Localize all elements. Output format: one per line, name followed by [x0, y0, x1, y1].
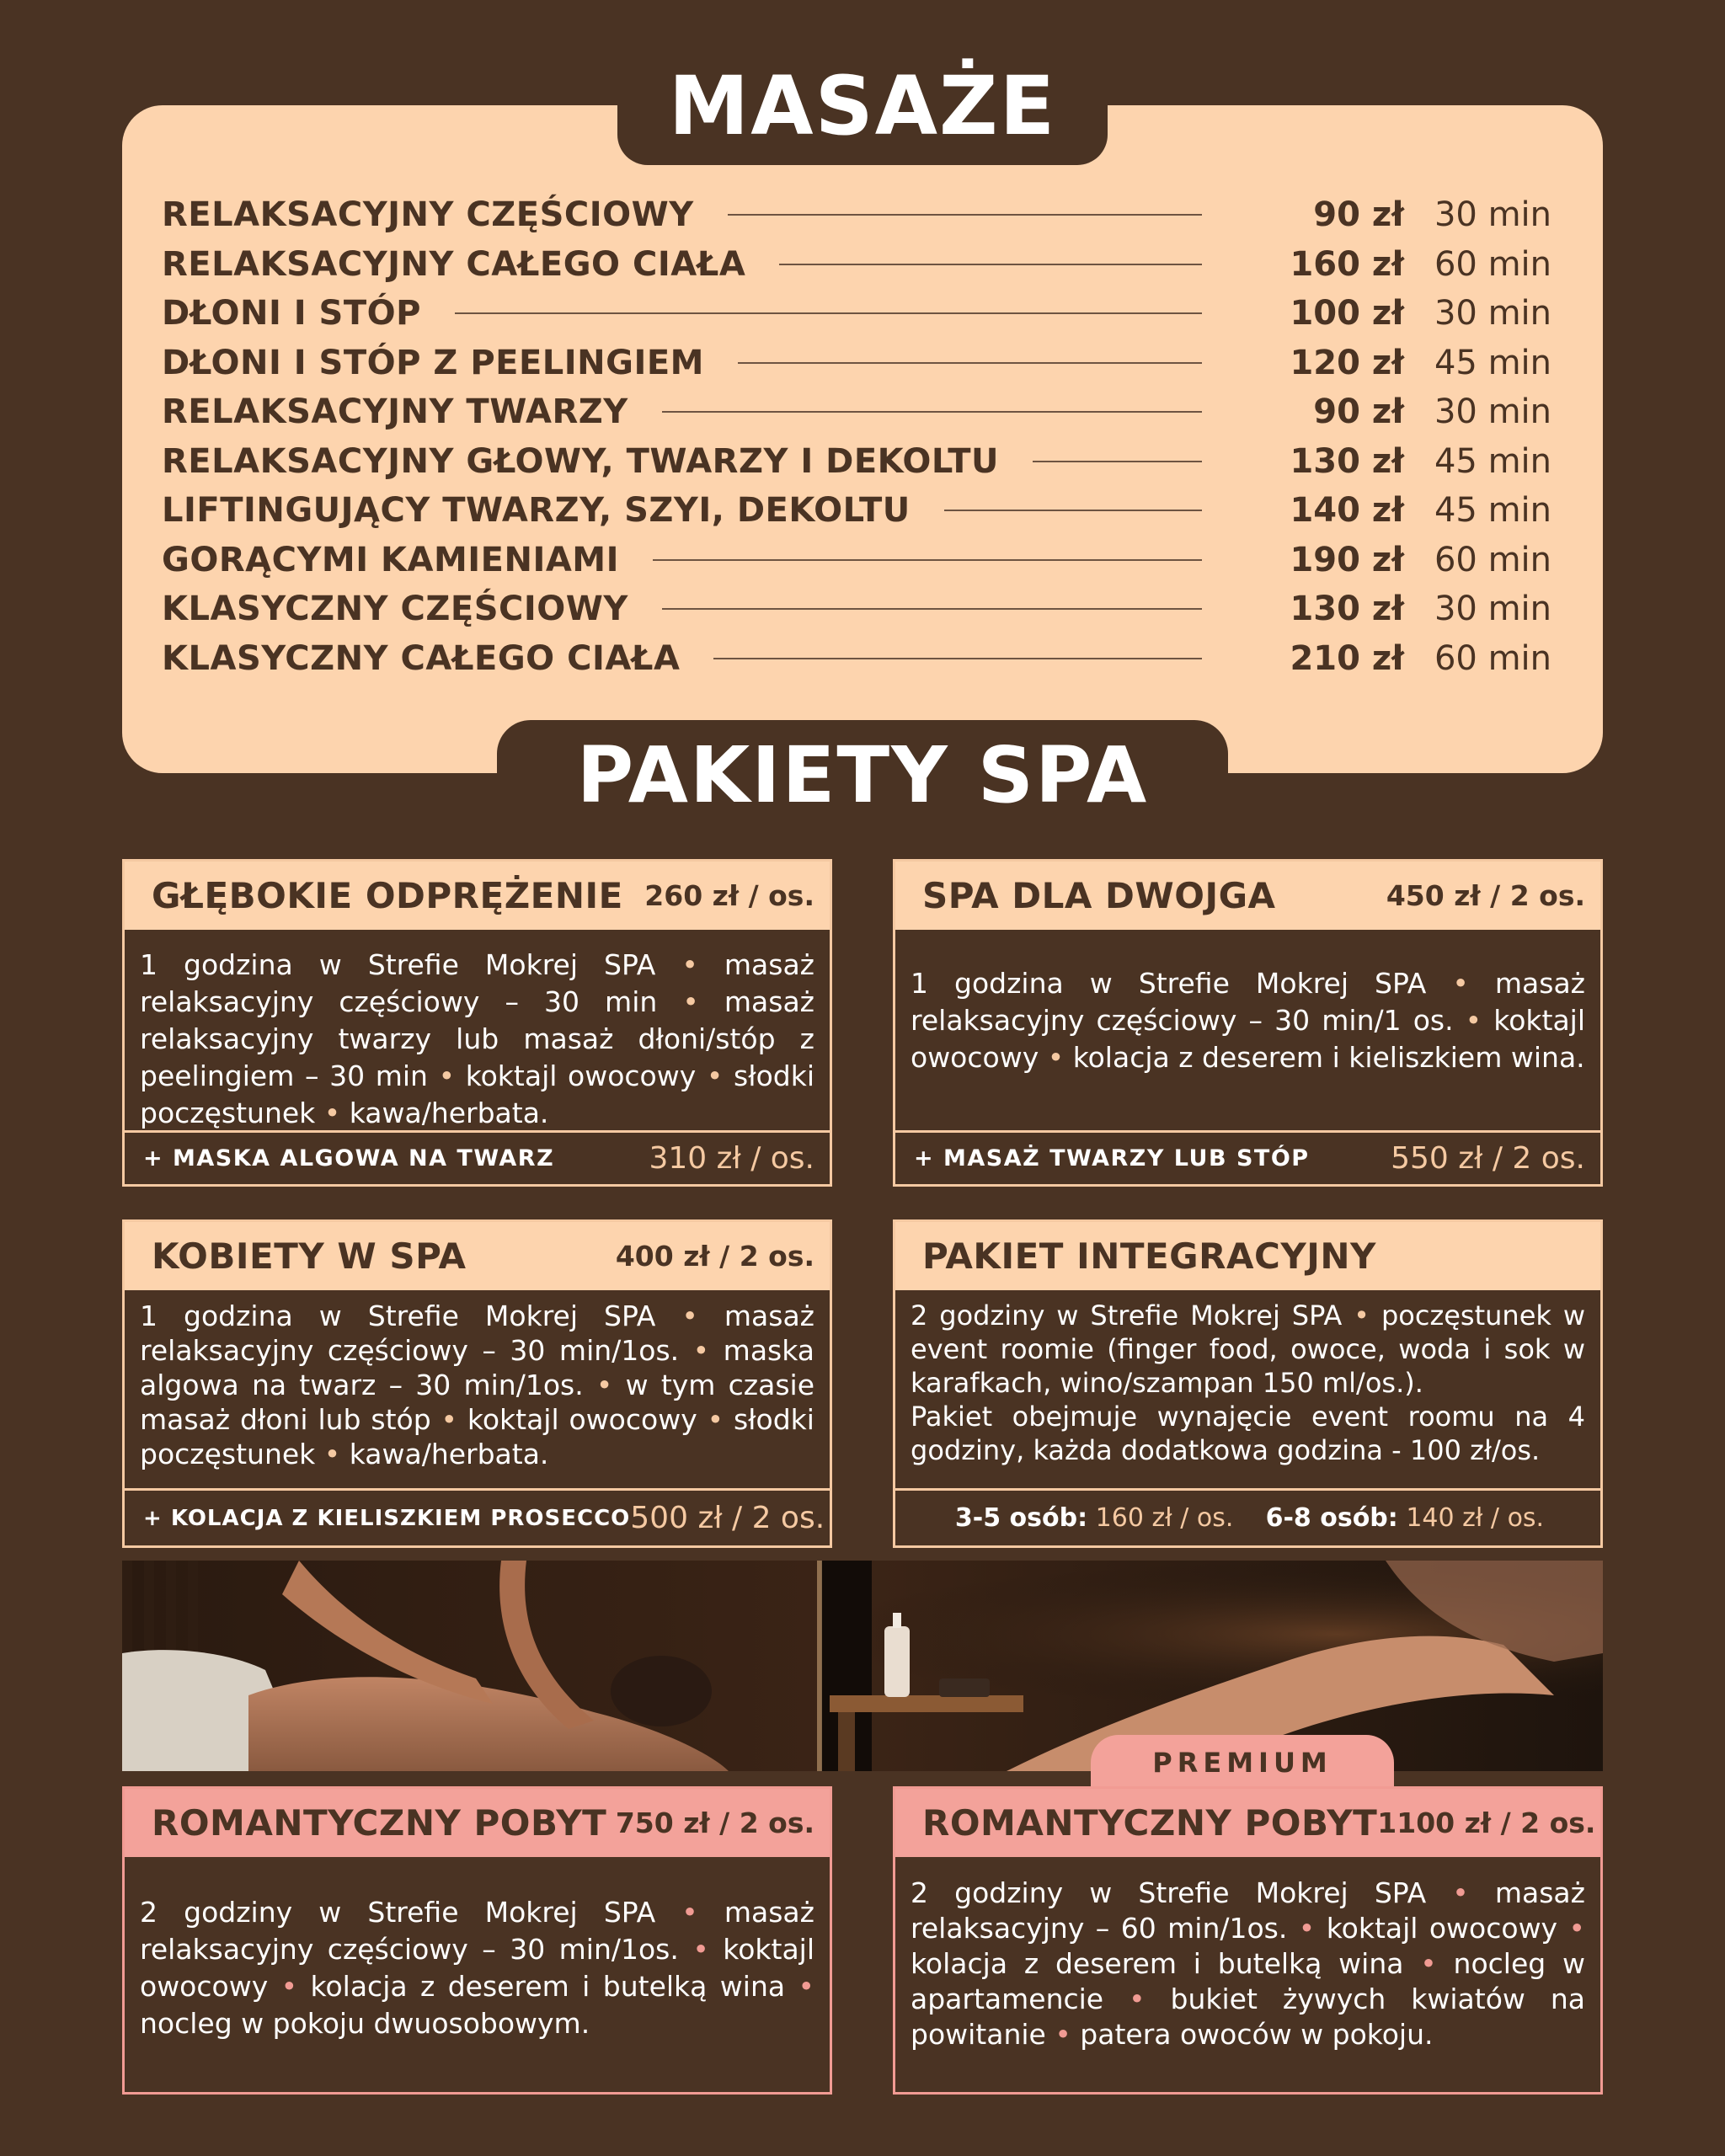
massage-price: 100 zł	[1290, 294, 1404, 334]
massage-section-title: MASAŻE	[668, 59, 1057, 153]
description-item: masaż relaksacyjny twarzy lub masaż dłoni/stóp z peelingiem – 30 min	[140, 985, 814, 1092]
massage-title-tab	[617, 59, 1108, 165]
description-item: nocleg w apartamencie	[911, 1947, 1585, 2015]
leader-line	[455, 312, 1202, 314]
massage-row	[162, 536, 1551, 585]
massage-name: DŁONI I STÓP	[162, 294, 421, 334]
package-addon	[895, 1130, 1600, 1184]
massage-duration: 30 min	[1434, 195, 1551, 235]
tier2-label: 6-8 osób:	[1265, 1503, 1398, 1533]
description-item: słodki poczęstunek	[140, 1059, 814, 1129]
package-description	[125, 1857, 830, 2042]
massage-row	[162, 240, 1551, 290]
massage-name: GORĄCYMI KAMIENIAMI	[162, 540, 619, 579]
package-description	[895, 1857, 1600, 2052]
massage-price: 130 zł	[1290, 590, 1404, 629]
package-card-romantyczny-pobyt-premium	[893, 1786, 1603, 2095]
bullet-separator: •	[1426, 967, 1495, 1000]
description-item: kolacja z deserem i butelką wina	[911, 1947, 1404, 1980]
massage-price: 190 zł	[1290, 540, 1404, 579]
package-tier-prices	[895, 1488, 1600, 1545]
package-card-gleboke-odprezenie	[122, 859, 832, 1187]
addon-price: 550 zł / 2 os.	[1391, 1141, 1585, 1176]
package-description	[895, 930, 1600, 1076]
leader-line	[779, 264, 1202, 265]
tier2-price: 140 zł / os.	[1406, 1503, 1545, 1533]
package-addon	[125, 1130, 830, 1184]
package-price: 260 zł / os.	[644, 879, 814, 912]
massage-price: 160 zł	[1290, 244, 1404, 284]
package-card-romantyczny-pobyt	[122, 1786, 832, 2095]
bullet-separator: •	[678, 1933, 724, 1966]
description-item: koktajl owocowy	[1326, 1912, 1558, 1945]
bullet-separator: •	[430, 1403, 467, 1436]
leader-line	[653, 559, 1202, 561]
description-item: kolacja z deserem i kieliszkiem wina.	[1072, 1041, 1585, 1074]
description-item: bukiet żywych kwiatów na powitanie	[911, 1983, 1586, 2051]
bullet-separator: •	[315, 1097, 350, 1129]
premium-badge: PREMIUM	[1091, 1735, 1394, 1790]
massage-name: RELAKSACYJNY CZĘŚCIOWY	[162, 195, 694, 235]
bullet-separator: •	[1287, 1912, 1327, 1945]
description-item: kawa/herbata.	[349, 1438, 549, 1470]
description-item: 1 godzina w Strefie Mokrej SPA	[140, 948, 656, 981]
bullet-separator: •	[679, 1334, 724, 1367]
description-item: masaż relaksacyjny częściowy – 30 min/1os.	[140, 1299, 814, 1367]
massage-row	[162, 289, 1551, 339]
massage-row	[162, 437, 1551, 487]
addon-label: + MASAŻ TWARZY LUB STÓP	[914, 1145, 1310, 1171]
description-item: maska algowa na twarz – 30 min/1os.	[140, 1334, 814, 1401]
package-price: 400 zł / 2 os.	[615, 1240, 814, 1273]
bullet-separator: •	[655, 1299, 724, 1332]
leader-line	[728, 214, 1202, 216]
spa-section-title: PAKIETY SPA	[576, 730, 1149, 820]
description-item: 2 godziny w Strefie Mokrej SPA	[911, 1876, 1427, 1909]
package-header	[895, 1789, 1600, 1857]
package-price: 750 zł / 2 os.	[615, 1806, 814, 1839]
massage-duration: 60 min	[1434, 638, 1551, 678]
massage-duration: 45 min	[1434, 491, 1551, 531]
leader-line	[662, 608, 1202, 610]
leader-line	[738, 362, 1202, 364]
spa-title-tab	[497, 720, 1228, 842]
massage-price: 90 zł	[1313, 195, 1404, 235]
massage-name: KLASYCZNY CAŁEGO CIAŁA	[162, 638, 681, 678]
bullet-separator: •	[315, 1438, 350, 1470]
description-item: kolacja z deserem i butelką wina	[310, 1970, 786, 2003]
package-price: 1100 zł / 2 os.	[1377, 1806, 1596, 1839]
leader-line	[944, 510, 1202, 511]
package-header	[125, 1789, 830, 1857]
leader-line	[713, 658, 1202, 659]
massage-row	[162, 634, 1551, 684]
massage-name: LIFTINGUJĄCY TWARZY, SZYI, DEKOLTU	[162, 491, 911, 531]
description-item: masaż relaksacyjny – 60 min/1os.	[911, 1876, 1585, 1945]
description-item: koktajl owocowy	[465, 1059, 697, 1092]
bullet-separator: •	[1453, 1004, 1494, 1037]
description-item: koktajl owocowy	[140, 1933, 814, 2003]
description-item: w tym czasie masaż dłoni lub stóp	[140, 1369, 814, 1436]
package-header	[125, 1222, 830, 1290]
massage-row	[162, 339, 1551, 388]
bullet-separator: •	[1426, 1876, 1495, 1909]
package-price: 450 zł / 2 os.	[1386, 879, 1585, 912]
package-description	[125, 1290, 830, 1471]
package-addon	[125, 1488, 830, 1545]
description-item: poczęstunek w event roomie (finger food, owoce, woda i sok w karafkach, wino/szampan 150 ml/os.). Pakiet obejmuje wynajęcie event roomu na 4 godziny, każda dodatkowa godzina - 100 zł/os.	[911, 1299, 1586, 1466]
description-item: masaż relaksacyjny częściowy – 30 min/1os.	[140, 1896, 814, 1966]
bullet-separator: •	[583, 1369, 626, 1401]
massage-name: DŁONI I STÓP Z PEELINGIEM	[162, 343, 704, 382]
package-description	[125, 930, 830, 1132]
description-item: 2 godziny w Strefie Mokrej SPA	[911, 1299, 1343, 1331]
description-item: patera owoców w pokoju.	[1080, 2018, 1434, 2051]
description-item: masaż relaksacyjny częściowy – 30 min	[140, 948, 814, 1018]
massage-row	[162, 486, 1551, 536]
bullet-separator: •	[697, 1403, 734, 1436]
massage-row	[162, 387, 1551, 437]
package-title: ROMANTYCZNY POBYT	[922, 1802, 1378, 1844]
bullet-separator: •	[1039, 1041, 1073, 1074]
massage-duration: 30 min	[1434, 392, 1551, 432]
massage-duration: 30 min	[1434, 294, 1551, 334]
massage-duration: 45 min	[1434, 441, 1551, 481]
package-description	[895, 1290, 1600, 1467]
package-title: PAKIET INTEGRACYJNY	[922, 1235, 1376, 1277]
package-header	[895, 1222, 1600, 1290]
massage-name: KLASYCZNY CZĘŚCIOWY	[162, 590, 628, 629]
description-item: koktajl owocowy	[911, 1004, 1585, 1074]
massage-price: 90 zł	[1313, 392, 1404, 432]
bullet-separator: •	[1103, 1983, 1171, 2015]
massage-row	[162, 584, 1551, 634]
bullet-separator: •	[696, 1059, 734, 1092]
description-item: nocleg w pokoju dwuosobowym.	[140, 2007, 590, 2040]
bullet-separator: •	[1045, 2018, 1081, 2051]
description-item: koktajl owocowy	[467, 1403, 697, 1436]
massage-duration: 30 min	[1434, 590, 1551, 629]
massage-price: 130 zł	[1290, 441, 1404, 481]
bullet-separator: •	[427, 1059, 466, 1092]
addon-label: + MASKA ALGOWA NA TWARZ	[143, 1145, 555, 1171]
description-item: 2 godziny w Strefie Mokrej SPA	[140, 1896, 656, 1929]
description-item: słodki poczęstunek	[140, 1403, 814, 1470]
massage-row	[162, 190, 1551, 240]
bullet-separator: •	[785, 1970, 814, 2003]
package-title: SPA DLA DWOJGA	[922, 875, 1276, 916]
bullet-separator: •	[655, 948, 724, 981]
description-item: 1 godzina w Strefie Mokrej SPA	[911, 967, 1427, 1000]
package-card-pakiet-integracyjny	[893, 1219, 1603, 1548]
package-title: GŁĘBOKIE ODPRĘŻENIE	[152, 875, 623, 916]
bullet-separator: •	[1342, 1299, 1381, 1331]
package-title: ROMANTYCZNY POBYT	[152, 1802, 607, 1844]
bullet-separator: •	[657, 985, 724, 1018]
bullet-separator: •	[268, 1970, 311, 2003]
tier1-label: 3-5 osób:	[954, 1503, 1088, 1533]
package-header	[895, 862, 1600, 930]
massage-duration: 60 min	[1434, 244, 1551, 284]
addon-price: 500 zł / 2 os.	[630, 1501, 825, 1535]
description-item: masaż relaksacyjny częściowy – 30 min/1 os.	[911, 967, 1585, 1037]
tier1-price: 160 zł / os.	[1095, 1503, 1234, 1533]
package-card-spa-dla-dwojga	[893, 859, 1603, 1187]
package-title: KOBIETY W SPA	[152, 1235, 467, 1277]
addon-label: + KOLACJA Z KIELISZKIEM PROSECCO	[143, 1505, 631, 1531]
massage-list	[162, 190, 1551, 683]
massage-name: RELAKSACYJNY CAŁEGO CIAŁA	[162, 244, 746, 284]
bullet-separator: •	[655, 1896, 724, 1929]
massage-duration: 45 min	[1434, 343, 1551, 382]
leader-line	[662, 411, 1202, 413]
package-card-kobiety-w-spa	[122, 1219, 832, 1548]
massage-name: RELAKSACYJNY TWARZY	[162, 392, 628, 432]
description-item: kawa/herbata.	[349, 1097, 549, 1129]
addon-price: 310 zł / os.	[649, 1141, 814, 1176]
description-item: 1 godzina w Strefie Mokrej SPA	[140, 1299, 656, 1332]
tier-prices	[914, 1503, 1585, 1533]
massage-price: 140 zł	[1290, 491, 1404, 531]
massage-name: RELAKSACYJNY GŁOWY, TWARZY I DEKOLTU	[162, 441, 1000, 481]
bullet-separator: •	[1557, 1912, 1585, 1945]
bullet-separator: •	[1403, 1947, 1454, 1980]
massage-price: 210 zł	[1290, 638, 1404, 678]
package-header	[125, 862, 830, 930]
leader-line	[1033, 461, 1202, 462]
massage-duration: 60 min	[1434, 540, 1551, 579]
massage-price: 120 zł	[1290, 343, 1404, 382]
